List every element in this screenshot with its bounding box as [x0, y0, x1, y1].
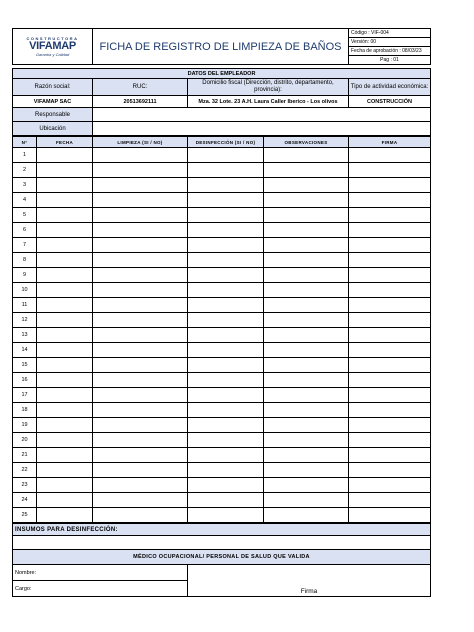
observaciones-cell[interactable] [264, 208, 349, 223]
observaciones-cell[interactable] [264, 283, 349, 298]
row-number: 11 [13, 298, 37, 313]
fecha-cell[interactable] [37, 448, 93, 463]
company-logo [13, 29, 93, 65]
table-row [13, 223, 431, 238]
firma-cell[interactable] [349, 508, 431, 523]
fecha-cell[interactable] [37, 358, 93, 373]
firma-cell[interactable] [349, 463, 431, 478]
observaciones-cell[interactable] [264, 373, 349, 388]
limpieza-cell[interactable] [93, 283, 188, 298]
row-number: 6 [13, 223, 37, 238]
desinfeccion-cell[interactable] [188, 328, 264, 343]
fecha-cell[interactable] [37, 178, 93, 193]
desinfeccion-cell[interactable] [188, 418, 264, 433]
fecha-cell[interactable] [37, 328, 93, 343]
actividad-value: CONSTRUCCIÓN [349, 96, 431, 108]
desinfeccion-cell[interactable] [188, 148, 264, 163]
limpieza-cell[interactable] [93, 418, 188, 433]
limpieza-cell[interactable] [93, 433, 188, 448]
desinfeccion-cell[interactable] [188, 508, 264, 523]
row-number: 4 [13, 193, 37, 208]
fecha-cell[interactable] [37, 193, 93, 208]
registration-form [12, 28, 430, 597]
observaciones-cell[interactable] [264, 448, 349, 463]
table-row [13, 403, 431, 418]
col-header-firma: FIRMA [349, 137, 431, 148]
approval-date: Fecha de aprobación : 08/03/23 [349, 47, 431, 56]
logo-main-text: VIFAMAP [29, 40, 76, 52]
logo-tagline: Garantía y Calidad [35, 52, 70, 57]
fecha-cell[interactable] [37, 208, 93, 223]
limpieza-cell[interactable] [93, 508, 188, 523]
firma-cell[interactable] [349, 478, 431, 493]
employer-data [12, 68, 431, 136]
desinfeccion-cell[interactable] [188, 388, 264, 403]
row-number: 8 [13, 253, 37, 268]
limpieza-cell[interactable] [93, 358, 188, 373]
limpieza-cell[interactable] [93, 178, 188, 193]
table-row [13, 163, 431, 178]
limpieza-cell[interactable] [93, 463, 188, 478]
logo-top-text: CONSTRUCTORA [26, 36, 79, 41]
desinfeccion-cell[interactable] [188, 478, 264, 493]
firma-cell[interactable] [349, 343, 431, 358]
table-row [13, 358, 431, 373]
razon-social-value: VIFAMAP SAC [13, 96, 93, 108]
desinfeccion-cell[interactable] [188, 493, 264, 508]
page-number: Pag : 01 [349, 56, 431, 65]
domicilio-value: Mza. 32 Lote. 23 A.H. Laura Caller Iberico - Los olivos [188, 96, 349, 108]
table-row [13, 343, 431, 358]
form-title: FICHA DE REGISTRO DE LIMPIEZA DE BAÑOS [93, 29, 349, 65]
medico-section-title: MÉDICO OCUPACIONAL/ PERSONAL DE SALUD QUE VALIDA [13, 550, 431, 565]
desinfeccion-cell[interactable] [188, 403, 264, 418]
fecha-cell[interactable] [37, 268, 93, 283]
table-row [13, 508, 431, 523]
fecha-cell[interactable] [37, 283, 93, 298]
responsable-field[interactable] [93, 108, 431, 122]
fecha-cell[interactable] [37, 493, 93, 508]
row-number: 1 [13, 148, 37, 163]
observaciones-cell[interactable] [264, 253, 349, 268]
fecha-cell[interactable] [37, 388, 93, 403]
table-row [13, 238, 431, 253]
table-row [13, 298, 431, 313]
firma-cell[interactable] [349, 448, 431, 463]
observaciones-cell[interactable] [264, 343, 349, 358]
col-header-desinfeccion: DESINFECCIÓN (SI / NO) [188, 137, 264, 148]
observaciones-cell[interactable] [264, 388, 349, 403]
observaciones-cell[interactable] [264, 358, 349, 373]
row-number: 5 [13, 208, 37, 223]
limpieza-cell[interactable] [93, 163, 188, 178]
firma-field[interactable] [188, 565, 431, 597]
observaciones-cell[interactable] [264, 403, 349, 418]
razon-social-header: Razón social: [13, 79, 93, 96]
row-number: 18 [13, 403, 37, 418]
desinfeccion-cell[interactable] [188, 223, 264, 238]
observaciones-cell[interactable] [264, 163, 349, 178]
row-number: 25 [13, 508, 37, 523]
limpieza-cell[interactable] [93, 403, 188, 418]
firma-cell[interactable] [349, 358, 431, 373]
col-header-number: N° [13, 137, 37, 148]
fecha-cell[interactable] [37, 418, 93, 433]
limpieza-cell[interactable] [93, 478, 188, 493]
firma-label: Firma [300, 588, 318, 595]
row-number: 14 [13, 343, 37, 358]
firma-cell[interactable] [349, 148, 431, 163]
desinfeccion-cell[interactable] [188, 193, 264, 208]
limpieza-cell[interactable] [93, 328, 188, 343]
firma-cell[interactable] [349, 493, 431, 508]
insumos-field[interactable] [13, 536, 431, 550]
col-header-limpieza: LIMPIEZA (SI / NO) [93, 137, 188, 148]
cargo-label: Cargo: [15, 585, 32, 592]
observaciones-cell[interactable] [264, 313, 349, 328]
firma-cell[interactable] [349, 253, 431, 268]
table-row [13, 253, 431, 268]
desinfeccion-cell[interactable] [188, 268, 264, 283]
ubicacion-field[interactable] [93, 122, 431, 136]
desinfeccion-cell[interactable] [188, 208, 264, 223]
desinfeccion-cell[interactable] [188, 433, 264, 448]
limpieza-cell[interactable] [93, 373, 188, 388]
fecha-cell[interactable] [37, 343, 93, 358]
table-row [13, 433, 431, 448]
desinfeccion-cell[interactable] [188, 313, 264, 328]
document-version: Versión: 00 [349, 38, 431, 47]
form-footer [12, 523, 431, 597]
observaciones-cell[interactable] [264, 178, 349, 193]
fecha-cell[interactable] [37, 433, 93, 448]
observaciones-cell[interactable] [264, 328, 349, 343]
desinfeccion-cell[interactable] [188, 298, 264, 313]
row-number: 21 [13, 448, 37, 463]
observaciones-cell[interactable] [264, 223, 349, 238]
log-rows [13, 148, 431, 523]
desinfeccion-cell[interactable] [188, 463, 264, 478]
limpieza-cell[interactable] [93, 268, 188, 283]
limpieza-cell[interactable] [93, 493, 188, 508]
table-row [13, 418, 431, 433]
ruc-header: RUC: [93, 79, 188, 96]
row-number: 22 [13, 463, 37, 478]
firma-cell[interactable] [349, 238, 431, 253]
row-number: 13 [13, 328, 37, 343]
fecha-cell[interactable] [37, 163, 93, 178]
observaciones-cell[interactable] [264, 238, 349, 253]
row-number: 10 [13, 283, 37, 298]
row-number: 12 [13, 313, 37, 328]
fecha-cell[interactable] [37, 223, 93, 238]
table-row [13, 283, 431, 298]
fecha-cell[interactable] [37, 253, 93, 268]
col-header-fecha: FECHA [37, 137, 93, 148]
insumos-label: INSUMOS PARA DESINFECCIÓN: [13, 524, 431, 536]
row-number: 16 [13, 373, 37, 388]
observaciones-cell[interactable] [264, 418, 349, 433]
observaciones-cell[interactable] [264, 508, 349, 523]
fecha-cell[interactable] [37, 148, 93, 163]
table-row [13, 148, 431, 163]
fecha-cell[interactable] [37, 238, 93, 253]
firma-cell[interactable] [349, 418, 431, 433]
limpieza-cell[interactable] [93, 313, 188, 328]
firma-cell[interactable] [349, 328, 431, 343]
document-code: Código : VIF-004 [349, 29, 431, 38]
desinfeccion-cell[interactable] [188, 238, 264, 253]
nombre-label: Nombre: [15, 569, 37, 576]
desinfeccion-cell[interactable] [188, 163, 264, 178]
cleaning-log-table [12, 136, 431, 523]
row-number: 17 [13, 388, 37, 403]
limpieza-cell[interactable] [93, 298, 188, 313]
limpieza-cell[interactable] [93, 223, 188, 238]
limpieza-cell[interactable] [93, 388, 188, 403]
row-number: 9 [13, 268, 37, 283]
observaciones-cell[interactable] [264, 193, 349, 208]
row-number: 15 [13, 358, 37, 373]
firma-cell[interactable] [349, 268, 431, 283]
table-row [13, 388, 431, 403]
table-row [13, 193, 431, 208]
form-header [12, 28, 431, 65]
firma-cell[interactable] [349, 388, 431, 403]
fecha-cell[interactable] [37, 298, 93, 313]
desinfeccion-cell[interactable] [188, 358, 264, 373]
row-number: 3 [13, 178, 37, 193]
desinfeccion-cell[interactable] [188, 373, 264, 388]
observaciones-cell[interactable] [264, 493, 349, 508]
limpieza-cell[interactable] [93, 208, 188, 223]
observaciones-cell[interactable] [264, 478, 349, 493]
firma-cell[interactable] [349, 298, 431, 313]
firma-cell[interactable] [349, 433, 431, 448]
row-number: 23 [13, 478, 37, 493]
observaciones-cell[interactable] [264, 298, 349, 313]
domicilio-header: Domicilio fiscal (Dirección, distrito, departamento, provincia): [188, 79, 349, 96]
table-row [13, 448, 431, 463]
observaciones-cell[interactable] [264, 463, 349, 478]
observaciones-cell[interactable] [264, 148, 349, 163]
responsable-label: Responsable [13, 108, 93, 122]
table-row [13, 178, 431, 193]
firma-cell[interactable] [349, 313, 431, 328]
desinfeccion-cell[interactable] [188, 283, 264, 298]
row-number: 20 [13, 433, 37, 448]
ubicacion-label: Ubicación [13, 122, 93, 136]
table-row [13, 313, 431, 328]
fecha-cell[interactable] [37, 463, 93, 478]
col-header-observaciones: OBSERVACIONES [264, 137, 349, 148]
table-row [13, 373, 431, 388]
firma-cell[interactable] [349, 163, 431, 178]
limpieza-cell[interactable] [93, 148, 188, 163]
nombre-field[interactable] [13, 565, 188, 581]
row-number: 24 [13, 493, 37, 508]
row-number: 7 [13, 238, 37, 253]
row-number: 19 [13, 418, 37, 433]
firma-cell[interactable] [349, 403, 431, 418]
firma-cell[interactable] [349, 223, 431, 238]
desinfeccion-cell[interactable] [188, 253, 264, 268]
fecha-cell[interactable] [37, 313, 93, 328]
firma-cell[interactable] [349, 373, 431, 388]
actividad-header: Tipo de actividad económica: [349, 79, 431, 96]
table-row [13, 328, 431, 343]
firma-cell[interactable] [349, 178, 431, 193]
observaciones-cell[interactable] [264, 433, 349, 448]
desinfeccion-cell[interactable] [188, 448, 264, 463]
desinfeccion-cell[interactable] [188, 178, 264, 193]
table-row [13, 463, 431, 478]
fecha-cell[interactable] [37, 478, 93, 493]
firma-cell[interactable] [349, 208, 431, 223]
limpieza-cell[interactable] [93, 253, 188, 268]
fecha-cell[interactable] [37, 403, 93, 418]
limpieza-cell[interactable] [93, 343, 188, 358]
cargo-field[interactable] [13, 581, 188, 597]
firma-cell[interactable] [349, 283, 431, 298]
limpieza-cell[interactable] [93, 238, 188, 253]
table-row [13, 493, 431, 508]
table-row [13, 478, 431, 493]
table-row [13, 208, 431, 223]
limpieza-cell[interactable] [93, 448, 188, 463]
desinfeccion-cell[interactable] [188, 343, 264, 358]
employer-section-title: DATOS DEL EMPLEADOR [13, 69, 431, 79]
fecha-cell[interactable] [37, 373, 93, 388]
ruc-value: 20513692111 [93, 96, 188, 108]
limpieza-cell[interactable] [93, 193, 188, 208]
fecha-cell[interactable] [37, 508, 93, 523]
row-number: 2 [13, 163, 37, 178]
firma-cell[interactable] [349, 193, 431, 208]
observaciones-cell[interactable] [264, 268, 349, 283]
table-row [13, 268, 431, 283]
